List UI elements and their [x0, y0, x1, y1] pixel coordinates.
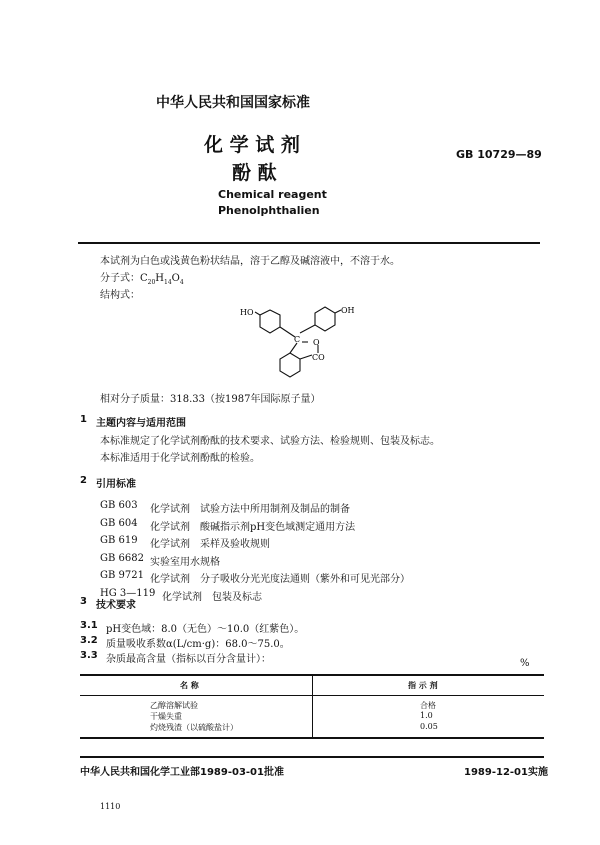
- table-header-value: 指 示 剂: [408, 681, 438, 690]
- reference-code: GB 6682: [100, 552, 144, 564]
- table-cell-name: 干燥失重: [150, 712, 182, 721]
- formula: 分子式：$C_{20}H_{14}O_4$: [100, 273, 184, 286]
- c-label: C: [294, 335, 301, 344]
- table-cell-value: 合格: [420, 701, 436, 710]
- footer-rule: [80, 756, 544, 758]
- requirement-num: 3.2: [80, 635, 98, 646]
- effective-date: 1989-12-01实施: [464, 767, 548, 778]
- structure-label: 结构式：: [100, 290, 140, 301]
- section-1-num: 1: [80, 414, 87, 425]
- requirement-num: 3.3: [80, 650, 98, 661]
- reference-code: HG 3—119: [100, 587, 156, 599]
- title-en-2: Phenolphthalien: [218, 204, 320, 217]
- table-cell-value: 1.0: [420, 711, 433, 720]
- description: 本试剂为白色或浅黄色粉状结晶，溶于乙醇及碱溶液中，不溶于水。: [100, 256, 400, 267]
- standard-code: GB 10729—89: [456, 148, 542, 161]
- table-cell-name: 乙醇溶解试验: [150, 701, 198, 710]
- structure-diagram: [240, 305, 370, 380]
- reference-title: 化学试剂 采样及验收规则: [150, 539, 270, 550]
- section-1-p1: 本标准规定了化学试剂酚酞的技术要求、试验方法、检验规则、包装及标志。: [100, 436, 440, 447]
- authority: 中华人民共和国国家标准: [156, 95, 310, 111]
- reference-title: 化学试剂 试验方法中所用制剂及制品的制备: [150, 504, 350, 515]
- section-1-p2: 本标准适用于化学试剂酚酞的检验。: [100, 453, 260, 464]
- table-cell-name: 灼烧残渣（以硫酸盐计）: [150, 723, 238, 732]
- reference-code: GB 603: [100, 500, 138, 511]
- section-3-num: 3: [80, 596, 87, 607]
- title-en-1: Chemical reagent: [218, 188, 327, 201]
- title-cn-1: 化 学 试 剂: [204, 134, 300, 156]
- table-column-rule: [312, 674, 313, 737]
- table-cell-value: 0.05: [420, 722, 438, 731]
- reference-code: GB 619: [100, 535, 138, 546]
- title-cn-2: 酚 酞: [232, 162, 277, 184]
- section-2-title: 引用标准: [96, 479, 136, 490]
- reference-title: 实验室用水规格: [150, 556, 220, 568]
- co-label: CO: [312, 353, 325, 362]
- table-header-name: 名 称: [180, 681, 199, 690]
- reference-title: 化学试剂 分子吸收分光光度法通则（紫外和可见光部分）: [150, 574, 410, 585]
- reference-code: GB 9721: [100, 570, 144, 581]
- table-bottom-rule: [80, 737, 544, 739]
- reference-title: 化学试剂 酸碱指示剂pH变色域测定通用方法: [150, 521, 356, 533]
- requirement-text: 杂质最高含量（指标以百分含量计）：: [106, 654, 271, 665]
- molecular-mass: 相对分子质量：318.33（按1987年国际原子量）: [100, 394, 321, 405]
- requirement-text: 质量吸收系数α(L/cm·g)：68.0～75.0。: [106, 639, 290, 650]
- reference-code: GB 604: [100, 517, 138, 529]
- header-rule: [78, 242, 540, 244]
- requirement-num: 3.1: [80, 620, 98, 631]
- ho-label: HO: [240, 308, 254, 317]
- section-3-title: 技术要求: [96, 600, 136, 611]
- o-label: O: [313, 338, 320, 347]
- section-1-title: 主题内容与适用范围: [96, 418, 186, 429]
- oh-label: OH: [341, 306, 355, 315]
- section-2-num: 2: [80, 475, 87, 486]
- requirement-text: pH变色域：8.0（无色）～10.0（红紫色）。: [106, 624, 305, 635]
- approval-line: 中华人民共和国化学工业部1989-03-01批准: [80, 767, 284, 778]
- reference-title: 化学试剂 包装及标志: [162, 591, 262, 603]
- table-unit: %: [520, 658, 530, 669]
- page-number: 1110: [100, 802, 121, 811]
